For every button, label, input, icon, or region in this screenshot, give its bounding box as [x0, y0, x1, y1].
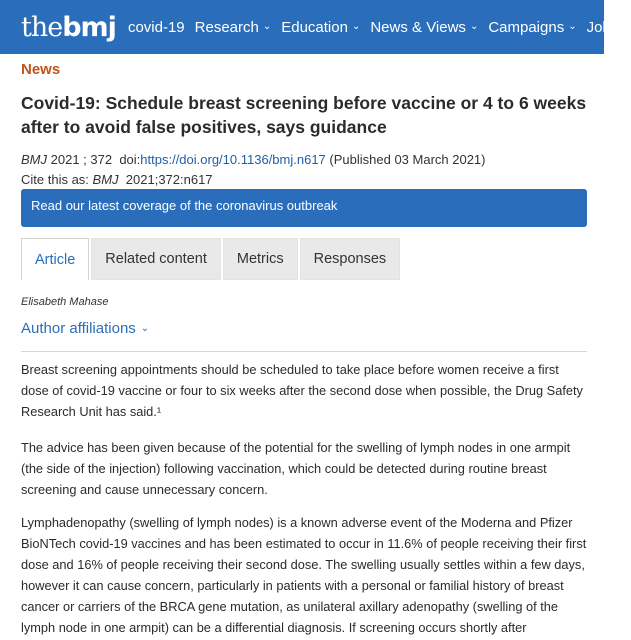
- tab-related-content[interactable]: [91, 238, 221, 280]
- doi-label: doi:: [119, 152, 141, 167]
- article-meta: [21, 150, 486, 170]
- nav-label: Research: [194, 18, 259, 36]
- nav-label: Campaigns: [488, 18, 565, 36]
- author-affiliations-toggle[interactable]: [21, 320, 149, 337]
- logo-bmj: bmj: [62, 11, 116, 43]
- nav-item-campaigns[interactable]: [488, 19, 576, 36]
- doi-link[interactable]: https://doi.org/10.1136/bmj.n617: [140, 152, 326, 167]
- chevron-down-icon: ⌄: [469, 20, 479, 32]
- top-navigation-bar: [0, 0, 631, 54]
- chevron-down-icon: ⌄: [140, 323, 150, 334]
- cite-journal: BMJ: [92, 172, 119, 187]
- chevron-down-icon: ⌄: [568, 20, 577, 32]
- tab-metrics[interactable]: [223, 238, 298, 280]
- nav-item-education[interactable]: [281, 19, 360, 36]
- nav-item-research[interactable]: [195, 19, 272, 36]
- published-date: (Published 03 March 2021): [329, 152, 486, 167]
- nav-item-covid-19[interactable]: [128, 19, 185, 36]
- tab-label: Responses: [313, 251, 387, 267]
- article-tabs: [21, 238, 587, 280]
- nav-label: Jobs: [586, 18, 619, 36]
- affiliations-label: Author affiliations: [21, 320, 136, 337]
- citation: [21, 170, 213, 190]
- chevron-down-icon: ⌄: [622, 20, 631, 32]
- divider: [21, 351, 587, 352]
- article-paragraph: Breast screening appointments should be scheduled to take place before women receive a first dose of covid-19 vaccine or four to six weeks after the second dose when possible, the Drug Safety Research Unit has said.¹: [21, 362, 583, 419]
- nav-item-news-views[interactable]: [370, 19, 478, 36]
- year-volume: 2021 ; 372: [50, 152, 113, 167]
- article-title: Covid-19: Schedule breast screening before vaccine or 4 to 6 weeks after to avoid false positives, says guidance: [21, 93, 587, 137]
- chevron-down-icon: ⌄: [351, 20, 361, 32]
- cite-ref: 2021;372:n617: [125, 172, 213, 187]
- tab-label: Related content: [105, 251, 207, 267]
- chevron-down-icon: ⌄: [262, 20, 272, 32]
- cite-label: Cite this as:: [21, 172, 89, 187]
- journal-name: BMJ: [21, 152, 47, 167]
- article-paragraph: The advice has been given because of the potential for the swelling of lymph nodes in one armpit (the side of the injection) following vaccination, which could be detected during routine breast screening and cause unnecessary concern.: [21, 440, 571, 497]
- nav-item-jobs[interactable]: [587, 19, 631, 36]
- nav-label: covid-19: [127, 18, 185, 36]
- logo-the: the: [21, 11, 63, 43]
- author-name[interactable]: Elisabeth Mahase: [21, 296, 109, 308]
- nav-label: News & Views: [370, 18, 466, 36]
- tab-article[interactable]: [21, 238, 89, 280]
- article-paragraph: Lymphadenopathy (swelling of lymph nodes) is a known adverse event of the Moderna and Pfizer BioNTech covid-19 vaccines and has been estimated to occur in 11.6% of people receiving their first dose and 16% of people receiving their second dose. The swelling usually settles within a few days, however it can cause concern, particularly in patients with a personal or familial history of breast cancer or carriers of the BRCA gene mutation, as unilateral axillary adenopathy (swelling of the lymph node in one armpit) can be a differential diagnosis. If screening occurs shortly after: [21, 515, 587, 635]
- tab-label: Metrics: [236, 251, 284, 267]
- nav-label: Education: [281, 18, 348, 36]
- banner-text: Read our latest coverage of the coronavirus outbreak: [31, 198, 338, 213]
- bmj-logo[interactable]: [21, 12, 116, 43]
- coronavirus-coverage-banner[interactable]: [21, 189, 587, 227]
- section-label[interactable]: News: [21, 61, 61, 78]
- tab-responses[interactable]: [300, 238, 401, 280]
- tab-label: Article: [35, 251, 76, 268]
